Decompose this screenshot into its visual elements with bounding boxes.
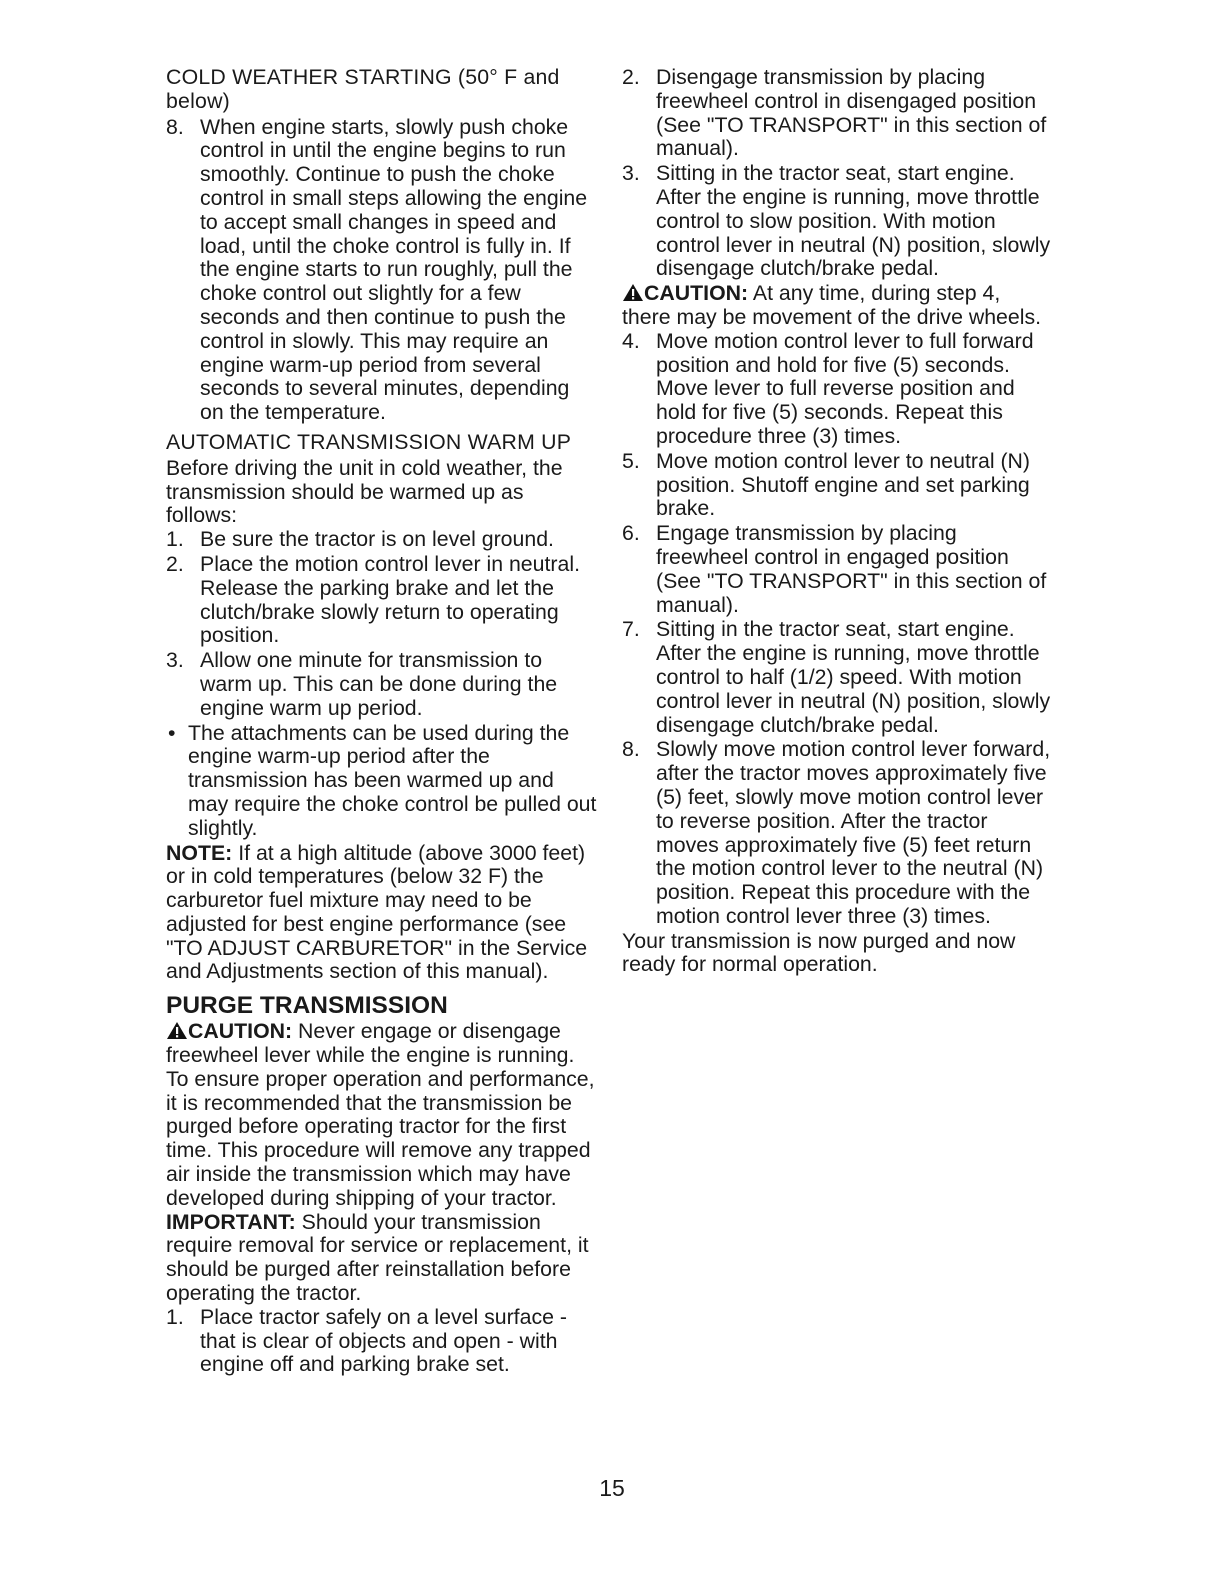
step-text: Engage transmission by placing freewheel control in engaged position (See "TO TRANSPORT" in this section of manual).	[656, 521, 1047, 617]
list-item	[622, 162, 1052, 281]
note-text: If at a high altitude (above 3000 feet) or in cold temperatures (below 32 F) the carburetor fuel mixture may need to be adjusted for best engine performance (see "TO ADJUST CARBURETOR" in the Service and Adjustments section of this manual).	[166, 840, 588, 984]
note-label: NOTE:	[166, 840, 233, 865]
list-item	[166, 649, 598, 720]
step-text: Be sure the tractor is on level ground.	[200, 527, 554, 552]
step-text: When engine starts, slowly push choke control in until the engine begins to run smoothly. Continue to push the choke control in small steps allowing the engine to accept small changes in speed and load, until the choke control is fully in. If the engine starts to run roughly, pull the choke control out slightly for a few seconds and then continue to push the control in slowly. This may require an engine warm-up period from several seconds to several minutes, depending on the temperature.	[200, 114, 588, 425]
step-number: 7.	[622, 617, 640, 642]
list-item	[622, 450, 1052, 521]
closing-paragraph: Your transmission is now purged and now ready for normal operation.	[622, 928, 1016, 977]
page-number: 15	[599, 1475, 625, 1501]
list-item	[622, 330, 1052, 449]
step-text: Sitting in the tractor seat, start engine. After the engine is running, move throttle control to slow position. With motion control lever in neutral (N) position, slowly disengage clutch/brake pedal.	[656, 161, 1051, 281]
list-item	[166, 553, 598, 648]
step-text: Place the motion control lever in neutral. Release the parking brake and let the clutch/brake slowly return to operating position.	[200, 551, 580, 648]
step-number: 2.	[622, 65, 640, 89]
step-number: 3.	[622, 161, 640, 186]
step-text: Allow one minute for transmission to warm up. This can be done during the engine warm up period.	[200, 648, 558, 720]
purge-transmission-heading: PURGE TRANSMISSION	[166, 992, 448, 1020]
purge-steps-right-b	[622, 330, 1052, 929]
right-column	[622, 66, 1052, 977]
step-number: 3.	[166, 648, 184, 673]
list-item	[622, 522, 1052, 617]
step-text: Move motion control lever to neutral (N) position. Shutoff engine and set parking brake.	[656, 448, 1031, 521]
warning-triangle-icon	[622, 283, 644, 302]
list-item	[622, 66, 1052, 161]
list-item	[166, 722, 598, 841]
purge-caution	[166, 1020, 598, 1068]
auto-transmission-bullets	[166, 722, 598, 841]
step-text: Move motion control lever to full forward position and hold for five (5) seconds. Move lever to full reverse position and hold for five (5) seconds. Repeat this procedure three (3) times.	[656, 328, 1034, 448]
step-number: 5.	[622, 448, 640, 473]
step-number: 4.	[622, 328, 640, 353]
bullet: •	[168, 720, 176, 745]
important-text: Should your transmission require removal for service or replacement, it should be purged after reinstallation before operating the tractor.	[166, 1209, 589, 1306]
caution-label: CAUTION:	[188, 1019, 293, 1044]
caution-label: CAUTION:	[644, 281, 749, 306]
important-label: IMPORTANT:	[166, 1209, 296, 1234]
step-number: 1.	[166, 1304, 184, 1329]
step-number: 8.	[622, 737, 640, 762]
cold-weather-heading: COLD WEATHER STARTING (50° F and below)	[166, 65, 560, 113]
warning-triangle-icon	[166, 1021, 188, 1040]
step-text: Place tractor safely on a level surface - that is clear of objects and open - with engine off and parking brake set.	[200, 1304, 567, 1377]
step-text: Sitting in the tractor seat, start engine. After the engine is running, move throttle control to half (1/2) speed. With motion control lever in neutral (N) position, slowly disengage clutch/brake pedal.	[656, 617, 1051, 737]
list-item	[622, 738, 1052, 928]
auto-transmission-heading: AUTOMATIC TRANSMISSION WARM UP	[166, 429, 572, 454]
list-item	[166, 116, 598, 425]
step-number: 1.	[166, 527, 184, 552]
caution-text: At any time, during step 4, there may be movement of the drive wheels.	[622, 281, 1042, 329]
important-paragraph	[166, 1211, 598, 1306]
list-item	[622, 618, 1052, 737]
left-column	[166, 66, 598, 1378]
step-number: 8.	[166, 114, 184, 139]
step4-caution	[622, 282, 1052, 330]
note-paragraph	[166, 842, 598, 985]
step-number: 2.	[166, 551, 184, 576]
purge-steps-left	[166, 1306, 598, 1377]
list-item	[166, 1306, 598, 1377]
bullet-text: The attachments can be used during the engine warm-up period after the transmission has been warmed up and may require the choke control be pulled out slightly.	[188, 720, 597, 840]
purge-intro: To ensure proper operation and performance, it is recommended that the transmission be purged before operating tractor for the first time. This procedure will remove any trapped air inside the transmission which may have developed during shipping of your tractor.	[166, 1066, 595, 1210]
purge-steps-right-a	[622, 66, 1052, 281]
step-text: Disengage transmission by placing freewheel control in disengaged position (See "TO TRANSPORT" in this section of manual).	[656, 65, 1047, 161]
caution-text: Never engage or disengage freewheel lever while the engine is running.	[166, 1019, 575, 1068]
auto-transmission-steps	[166, 528, 598, 720]
list-item	[166, 528, 598, 552]
step-text: Slowly move motion control lever forward, after the tractor moves approximately five (5) feet, slowly move motion control lever to reverse position. After the tractor moves approximately five (5) feet return the motion control lever to the neutral (N) position. Repeat this procedure with the motion control lever three (3) times.	[656, 737, 1051, 928]
auto-transmission-intro: Before driving the unit in cold weather, the transmission should be warmed up as follows:	[166, 455, 563, 528]
cold-weather-steps	[166, 116, 598, 425]
step-number: 6.	[622, 521, 640, 546]
